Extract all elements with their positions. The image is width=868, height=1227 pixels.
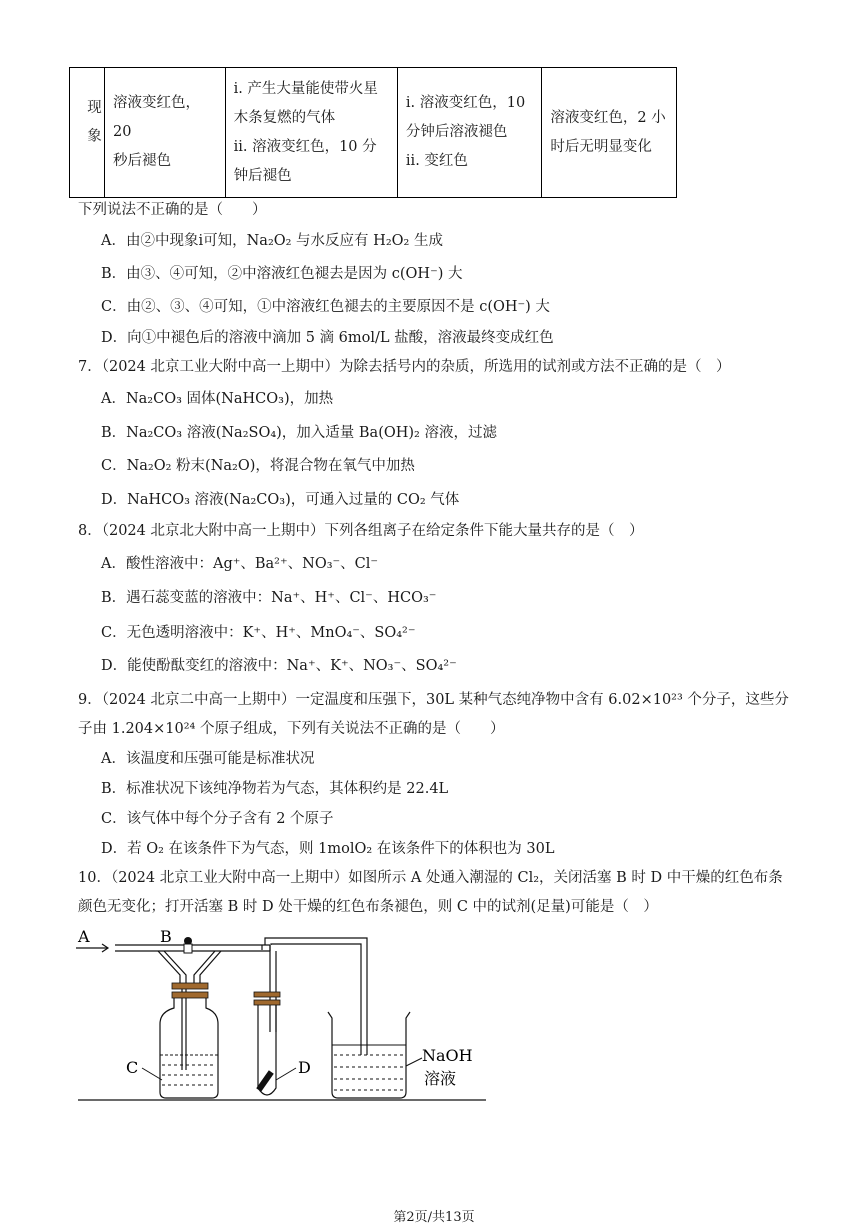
q9-option-b: B．标准状况下该纯净物若为气态，其体积约是 22.4L: [101, 781, 449, 797]
label-c: C: [126, 1058, 139, 1077]
label-a: A: [78, 927, 90, 946]
q10-stem-line-2: 颜色无变化；打开活塞 B 时 D 处干燥的红色布条褪色，则 C 中的试剂(足量)可能是（ ）: [78, 899, 658, 915]
q10-stem-line-1: 10．（2024 北京工业大附中高一上期中）如图所示 A 处通入潮湿的 Cl₂，关闭活塞 B 时 D 中干燥的红色布条: [78, 870, 783, 886]
cell-3-line-3: ii. 变红色: [405, 153, 468, 169]
wash-bottle: [160, 998, 218, 1098]
cell-4-line-1: 溶液变红色，2 小: [550, 109, 666, 126]
row-header: [78, 98, 101, 167]
label-solution: 溶液: [424, 1069, 457, 1088]
q6-option-c: C．由②、③、④可知，①中溶液红色褪去的主要原因不是 c(OH⁻) 大: [101, 299, 550, 315]
q9-option-d: D．若 O₂ 在该条件下为气态，则 1molO₂ 在该条件下的体积也为 30L: [101, 841, 555, 857]
cell-3-line-2: 分钟后溶液褪色: [405, 124, 508, 140]
q7-stem: 7．（2024 北京工业大附中高一上期中）为除去括号内的杂质，所选用的试剂或方法不正确的是（ ）: [78, 359, 731, 375]
q8-option-b: B．遇石蕊变蓝的溶液中：Na⁺、H⁺、Cl⁻、HCO₃⁻: [101, 590, 437, 606]
q7-option-d: D．NaHCO₃ 溶液(Na₂CO₃)，可通入过量的 CO₂ 气体: [101, 492, 460, 508]
label-b: B: [160, 927, 172, 946]
q9-stem-line-2: 子由 1.204×10²⁴ 个原子组成，下列有关说法不正确的是（ ）: [78, 721, 505, 737]
stopcock-b: [184, 937, 192, 953]
q6-option-b: B．由③、④可知，②中溶液红色褪去是因为 c(OH⁻) 大: [101, 266, 463, 282]
red-cloth-strip: [256, 1070, 274, 1091]
q8-option-c: C．无色透明溶液中：K⁺、H⁺、MnO₄⁻、SO₄²⁻: [101, 625, 416, 641]
q7-option-a: A．Na₂CO₃ 固体(NaHCO₃)，加热: [101, 391, 334, 407]
cell-2-line-2: 木条复燃的气体: [233, 109, 336, 126]
bottle-tubes: [158, 945, 270, 1070]
label-c-leader: [142, 1068, 162, 1080]
q9-option-c: C．该气体中每个分子含有 2 个原子: [101, 811, 334, 827]
row-header-cell: [70, 68, 105, 198]
naoh-leader: [406, 1058, 422, 1066]
cell-2-line-1: i. 产生大量能使带火星: [233, 80, 378, 97]
label-naoh: NaOH: [422, 1046, 473, 1065]
test-tube-tubes: [262, 945, 276, 1032]
apparatus-figure: [70, 920, 490, 1105]
q6-stem: 下列说法不正确的是（ ）: [78, 202, 267, 218]
cell-1: [104, 68, 225, 198]
row-header-text: 现象: [85, 98, 101, 156]
cell-1-line-1: 溶液变红色，20: [112, 95, 200, 140]
page-footer: 第2页/共13页: [393, 1210, 475, 1225]
bottle-liquid: [160, 1055, 218, 1085]
cell-1-line-2: 秒后褪色: [112, 153, 171, 169]
q7-option-b: B．Na₂CO₃ 溶液(Na₂SO₄)，加入适量 Ba(OH)₂ 溶液，过滤: [101, 425, 497, 441]
beaker-liquid: [332, 1045, 406, 1090]
q6-option-d: D．向①中褪色后的溶液中滴加 5 滴 6mol/L 盐酸，溶液最终变成红色: [101, 330, 554, 346]
q9-option-a: A．该温度和压强可能是标准状况: [101, 751, 315, 767]
q9-stem-line-1: 9．（2024 北京二中高一上期中）一定温度和压强下，30L 某种气态纯净物中含有 6.02×10²³ 个分子，这些分: [78, 692, 789, 708]
cell-2-line-3: ii. 溶液变红色，10 分: [233, 138, 377, 155]
cell-4-line-2: 时后无明显变化: [550, 138, 652, 155]
label-d-leader: [276, 1068, 296, 1080]
label-d: D: [298, 1058, 311, 1077]
q8-stem: 8．（2024 北京北大附中高一上期中）下列各组离子在给定条件下能大量共存的是（ ）: [78, 523, 644, 539]
cell-2-line-4: 钟后褪色: [233, 167, 292, 184]
cell-2: [225, 68, 397, 198]
cell-3-line-1: i. 溶液变红色，10: [405, 95, 526, 111]
q8-option-d: D．能使酚酞变红的溶液中：Na⁺、K⁺、NO₃⁻、SO₄²⁻: [101, 658, 457, 674]
cell-4: [542, 68, 677, 198]
cell-3: [397, 68, 541, 198]
bottle-stopper: [172, 983, 208, 998]
q6-option-a: A．由②中现象i可知，Na₂O₂ 与水反应有 H₂O₂ 生成: [101, 233, 443, 249]
q8-option-a: A．酸性溶液中：Ag⁺、Ba²⁺、NO₃⁻、Cl⁻: [101, 556, 379, 572]
observation-table: [69, 67, 677, 198]
q7-option-c: C．Na₂O₂ 粉末(Na₂O)，将混合物在氧气中加热: [101, 458, 415, 474]
